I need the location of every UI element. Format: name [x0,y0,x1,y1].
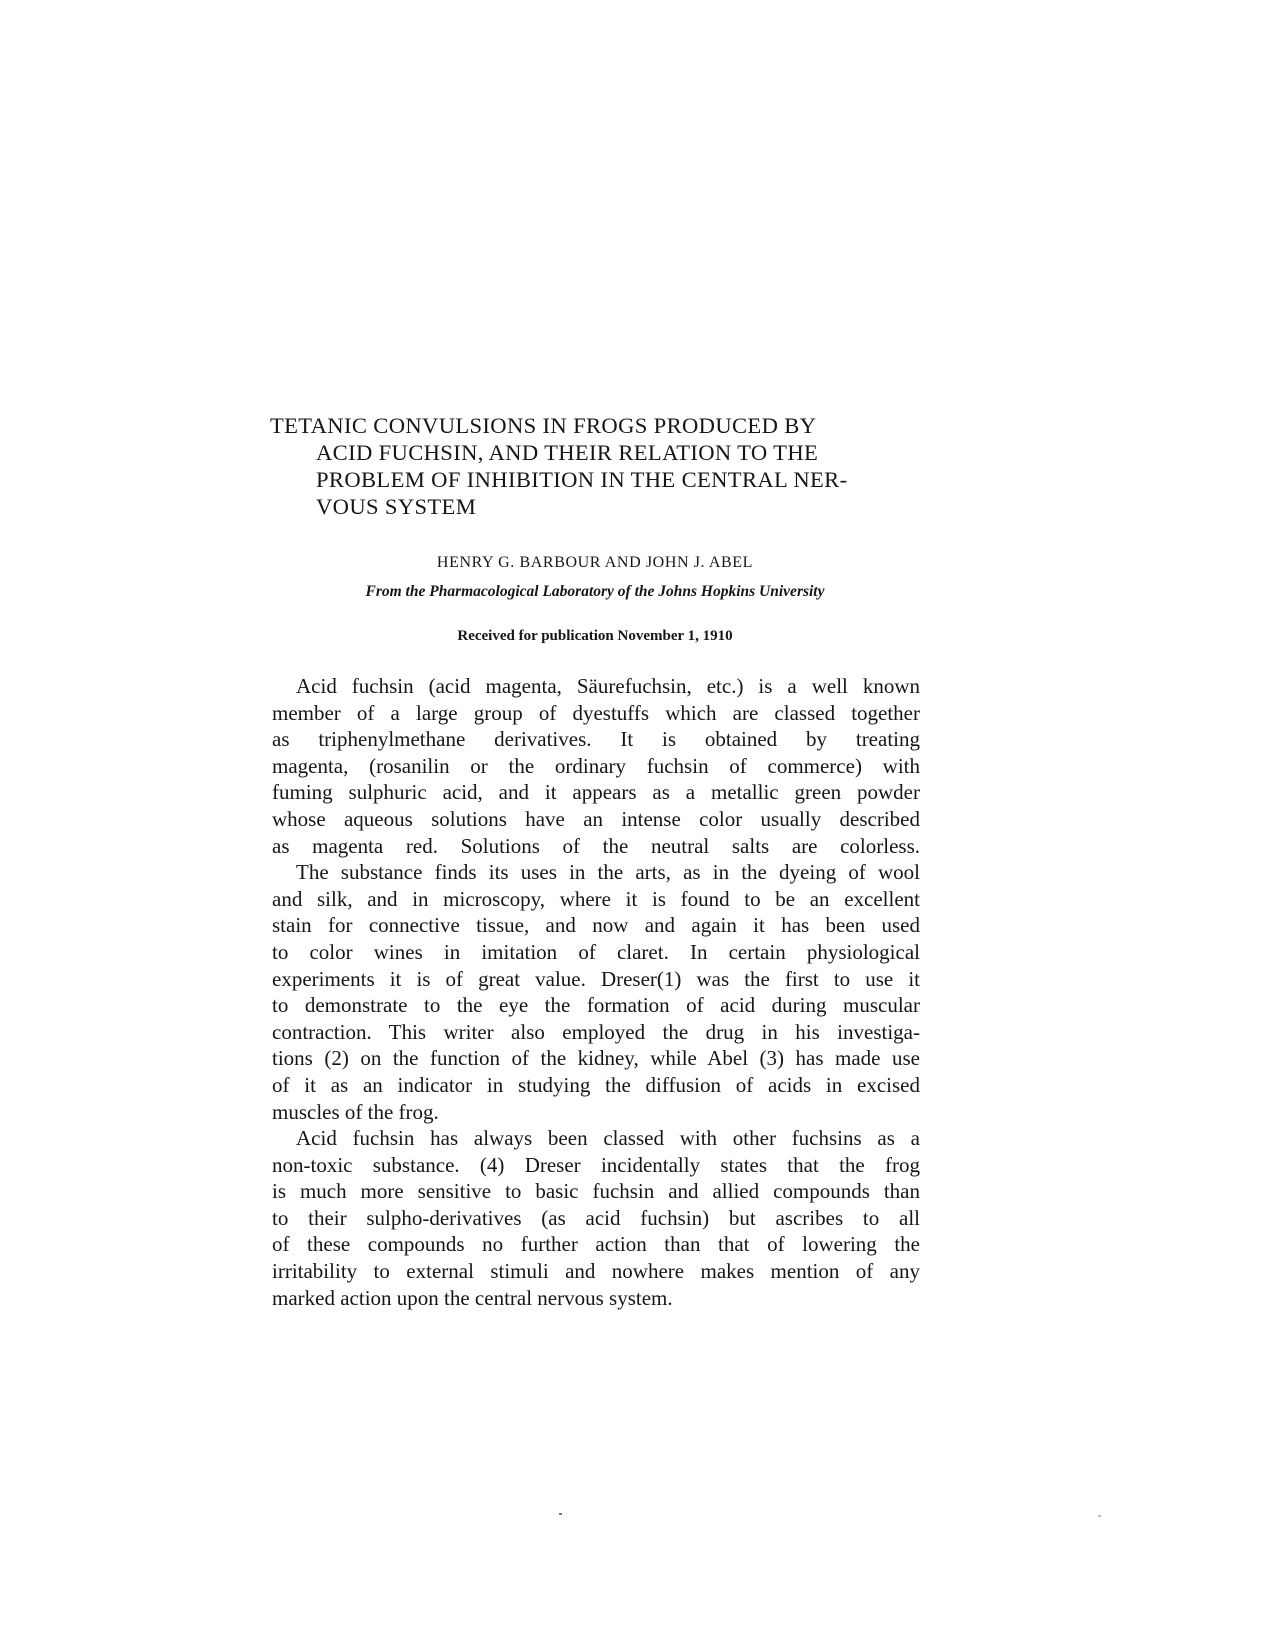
text-line: magenta, (rosanilin or the ordinary fuchsin of commerce) with [272,753,920,778]
article-title [270,412,920,520]
text-line: member of a large group of dyestuffs which are classed together [272,700,920,725]
text-line: to their sulpho-derivatives (as acid fuchsin) but ascribes to all [272,1205,920,1230]
text-line: to demonstrate to the eye the formation of acid during muscular [272,993,920,1018]
text-line: Acid fuchsin has always been classed with other fuchsins as a [296,1126,920,1151]
text-line: of it as an indicator in studying the diffusion of acids in excised [272,1072,920,1097]
text-line: muscles of the frog. [272,1099,439,1124]
scan-speck [1098,1515,1101,1517]
paragraph-2 [272,859,920,1125]
text-line: irritability to external stimuli and nowhere makes mention of any [272,1259,920,1284]
text-line: The substance finds its uses in the arts, as in the dyeing of wool [296,860,920,885]
title-line-4: VOUS SYSTEM [316,494,477,519]
text-line: non-toxic substance. (4) Dreser incidentally states that the frog [272,1152,920,1177]
text-line: marked action upon the central nervous system. [272,1285,673,1310]
received-date: Received for publication November 1, 1910 [457,628,733,644]
text-line: to color wines in imitation of claret. In certain physiological [272,939,920,964]
title-line-2: ACID FUCHSIN, AND THEIR RELATION TO THE [316,440,819,465]
text-line: as triphenylmethane derivatives. It is obtained by treating [272,727,920,752]
text-line: contraction. This writer also employed the drug in his investiga- [272,1019,920,1044]
authors: HENRY G. BARBOUR AND JOHN J. ABEL [436,554,754,571]
paragraph-3 [272,1125,920,1311]
title-line-3: PROBLEM OF INHIBITION IN THE CENTRAL NER- [316,467,848,492]
scan-speck [559,1513,562,1515]
title-line-1: TETANIC CONVULSIONS IN FROGS PRODUCED BY [270,413,817,438]
affiliation: From the Pharmacological Laboratory of the Johns Hopkins University [365,583,825,600]
text-line: stain for connective tissue, and now and again it has been used [272,913,920,938]
text-line: Acid fuchsin (acid magenta, Säurefuchsin, etc.) is a well known [296,674,920,698]
text-line: experiments it is of great value. Dreser(1) was the first to use it [272,966,920,991]
text-line: fuming sulphuric acid, and it appears as a metallic green powder [272,780,920,805]
text-line: is much more sensitive to basic fuchsin and allied compounds than [272,1179,920,1204]
body-text [272,673,920,1311]
text-line: whose aqueous solutions have an intense color usually described [272,806,920,831]
text-line: of these compounds no further action than that of lowering the [272,1232,920,1257]
text-line: tions (2) on the function of the kidney, while Abel (3) has made use [272,1046,920,1071]
paragraph-1 [272,673,920,859]
text-line: and silk, and in microscopy, where it is found to be an excellent [272,886,920,911]
text-line: as magenta red. Solutions of the neutral salts are colorless. [272,833,920,858]
